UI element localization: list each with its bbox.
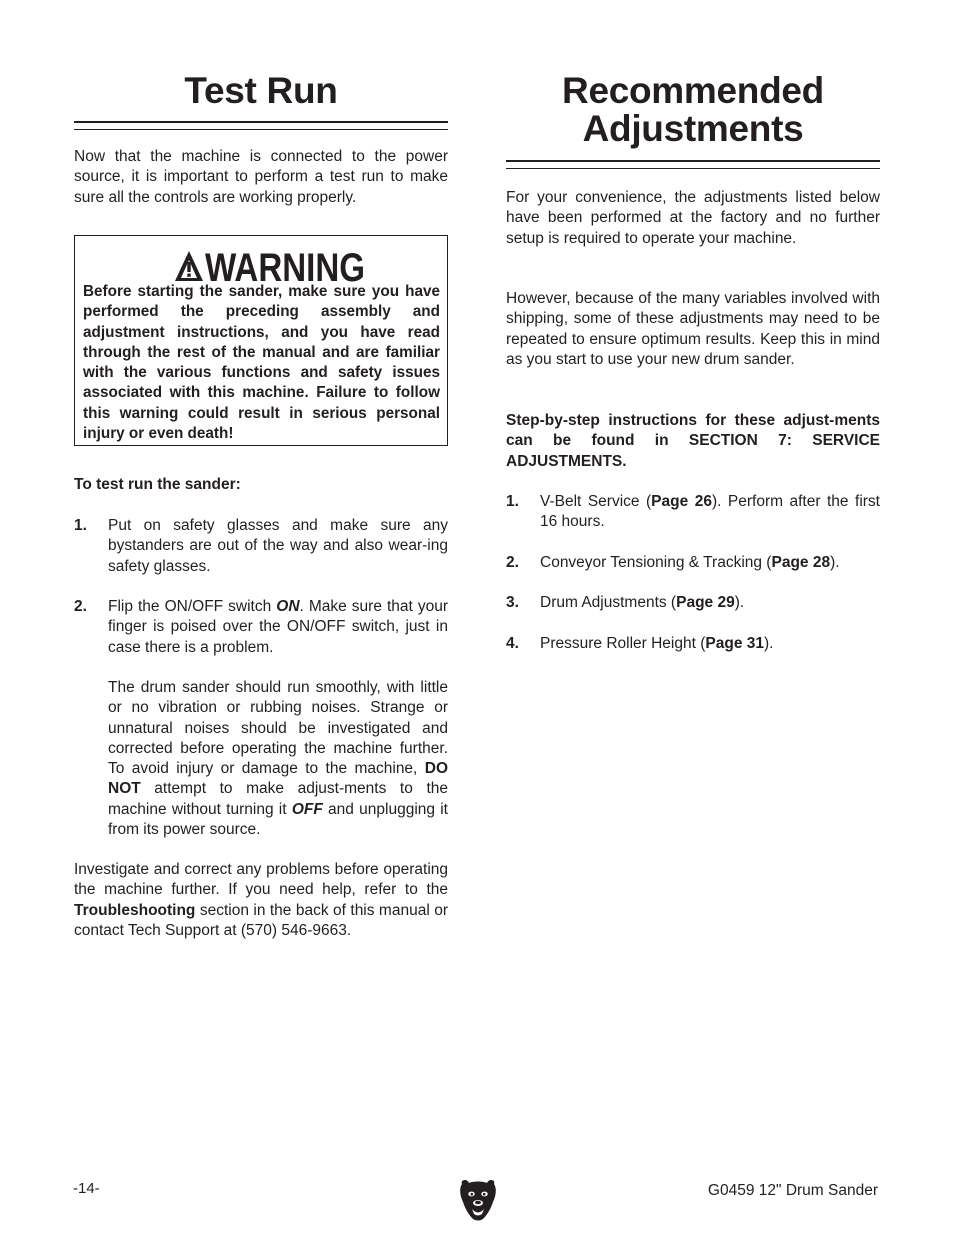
item-text: Drum Adjustments (Page 29). — [540, 594, 745, 611]
title-rule — [506, 160, 880, 169]
intro-paragraph: Now that the machine is connected to the power source, it is important to perform a test run to make sure all the controls are working properly. — [74, 148, 448, 206]
paragraph-variables: However, because of the many variables involved with shipping, some of these adjustments may need to be repeated to ensure optimum results. Keep this in mind as you start to use your new drum sander. — [506, 290, 880, 368]
model-footer: G0459 12" Drum Sander — [707, 1182, 878, 1199]
warning-box — [74, 235, 448, 446]
item-number: 1. — [506, 493, 519, 510]
item-text: Conveyor Tensioning & Tracking (Page 28). — [540, 554, 840, 571]
warning-header — [75, 247, 449, 283]
item-number: 2. — [506, 554, 519, 571]
note-text: The drum sander should run smoothly, with little or no vibration or rubbing noises. Strange or unnatural noises should be investigated and corrected before operating the machine further. To avoid injury or damage to the machine, DO NOT attempt to make adjust-ments to the machine without turning it OFF and unplugging it from its power source. — [108, 679, 448, 839]
step-number: 2. — [74, 598, 87, 615]
warning-label: WARNING — [205, 247, 365, 283]
page-title-recommended-adjustments: Recommended Adjustments — [562, 70, 824, 149]
paragraph-convenience: For your convenience, the adjustments listed below have been performed at the factory and no further setup is required to operate your machine. — [506, 189, 880, 247]
step-number: 1. — [74, 517, 87, 534]
warning-triangle-icon — [175, 251, 203, 281]
bear-head-logo — [458, 1178, 498, 1222]
item-number: 4. — [506, 635, 519, 652]
page-number: -14- — [73, 1180, 100, 1197]
item-text: Pressure Roller Height (Page 31). — [540, 635, 774, 652]
item-text: V-Belt Service (Page 26). Perform after the first 16 hours. — [540, 493, 880, 531]
procedure-heading: To test run the sander: — [74, 476, 241, 493]
closing-paragraph: Investigate and correct any problems before operating the machine further. If you need help, refer to the Troubleshooting section in the back of this manual or contact Tech Support at (570) 546-9663. — [74, 861, 448, 939]
item-number: 3. — [506, 594, 519, 611]
title-rule — [74, 121, 448, 130]
step-text: Put on safety glasses and make sure any bystanders are out of the way and also wear-ing safety glasses. — [108, 517, 448, 575]
warning-text: Before starting the sander, make sure you have performed the preceding assembly and adjustment instructions, and you have read through the rest of the manual and are familiar with the various functions and safety issues associated with this machine. Failure to follow this warning could result in serious personal injury or even death! — [83, 283, 440, 443]
step-text: Flip the ON/OFF switch ON. Make sure that your finger is poised over the ON/OFF switch, just in case there is a problem. — [108, 598, 448, 656]
page-title-test-run: Test Run — [184, 70, 338, 111]
paragraph-instructions: Step-by-step instructions for these adjust-ments can be found in SECTION 7: SERVICE ADJUSTMENTS. — [506, 412, 880, 470]
